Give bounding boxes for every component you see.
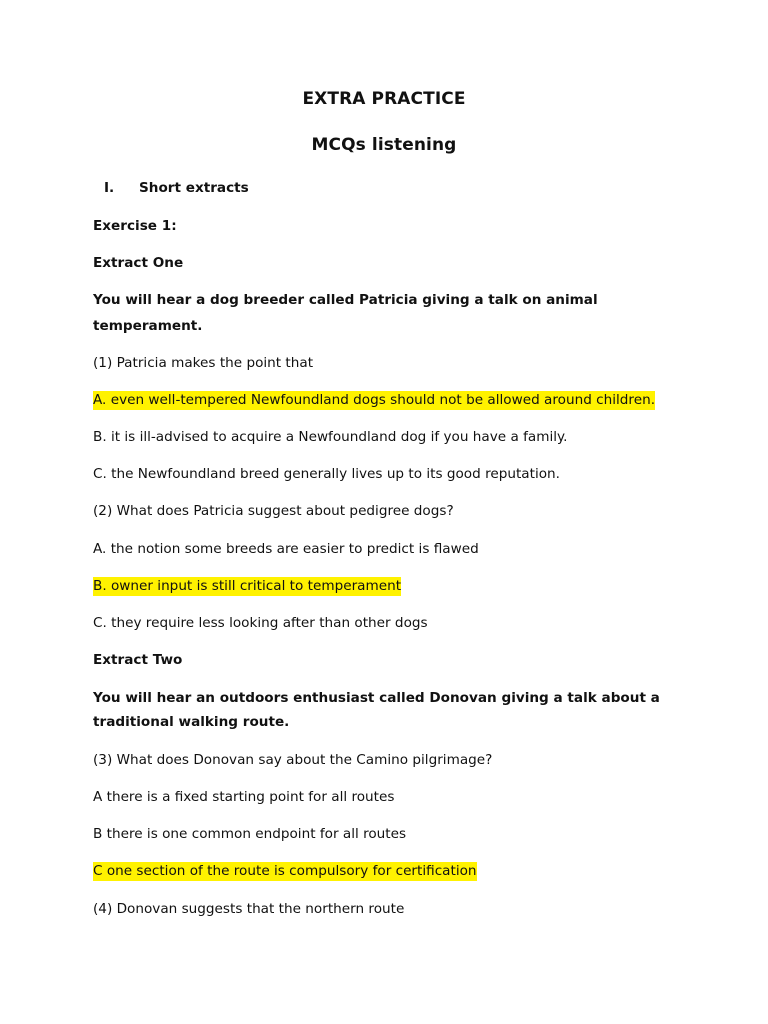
question-3-option-a: A there is a fixed starting point for all routes [93,789,395,805]
question-3-option-b: B there is one common endpoint for all routes [93,826,407,842]
question-2-option-b [93,577,401,595]
extract-two-heading: Extract Two [93,652,183,668]
answer-highlight: C one section of the route is compulsory for certification [93,863,477,879]
question-3-option-c [93,862,477,880]
question-1-option-a [93,391,655,409]
page-title: EXTRA PRACTICE [302,89,466,109]
exercise-label: Exercise 1: [93,218,177,234]
page-subtitle: MCQs listening [311,135,457,155]
question-1-option-b: B. it is ill-advised to acquire a Newfoundland dog if you have a family. [93,429,568,445]
question-2-option-a: A. the notion some breeds are easier to predict is flawed [93,541,479,557]
section-number: I. [104,180,115,196]
question-2-option-c: C. they require less looking after than other dogs [93,615,428,631]
extract-one-heading: Extract One [93,255,184,271]
extract-two-intro-line2: traditional walking route. [93,714,290,730]
extract-one-intro-line1: You will hear a dog breeder called Patricia giving a talk on animal [93,292,598,308]
section-title: Short extracts [139,180,249,196]
question-3: (3) What does Donovan say about the Camino pilgrimage? [93,752,493,768]
answer-highlight: B. owner input is still critical to temperament [93,578,402,594]
extract-one-intro-line2: temperament. [93,318,203,334]
question-2: (2) What does Patricia suggest about pedigree dogs? [93,503,454,519]
answer-highlight: A. even well-tempered Newfoundland dogs should not be allowed around children. [93,392,656,408]
extract-two-intro-line1: You will hear an outdoors enthusiast called Donovan giving a talk about a [93,690,660,706]
question-1: (1) Patricia makes the point that [93,355,314,371]
question-4: (4) Donovan suggests that the northern route [93,901,405,917]
question-1-option-c: C. the Newfoundland breed generally lives up to its good reputation. [93,466,560,482]
